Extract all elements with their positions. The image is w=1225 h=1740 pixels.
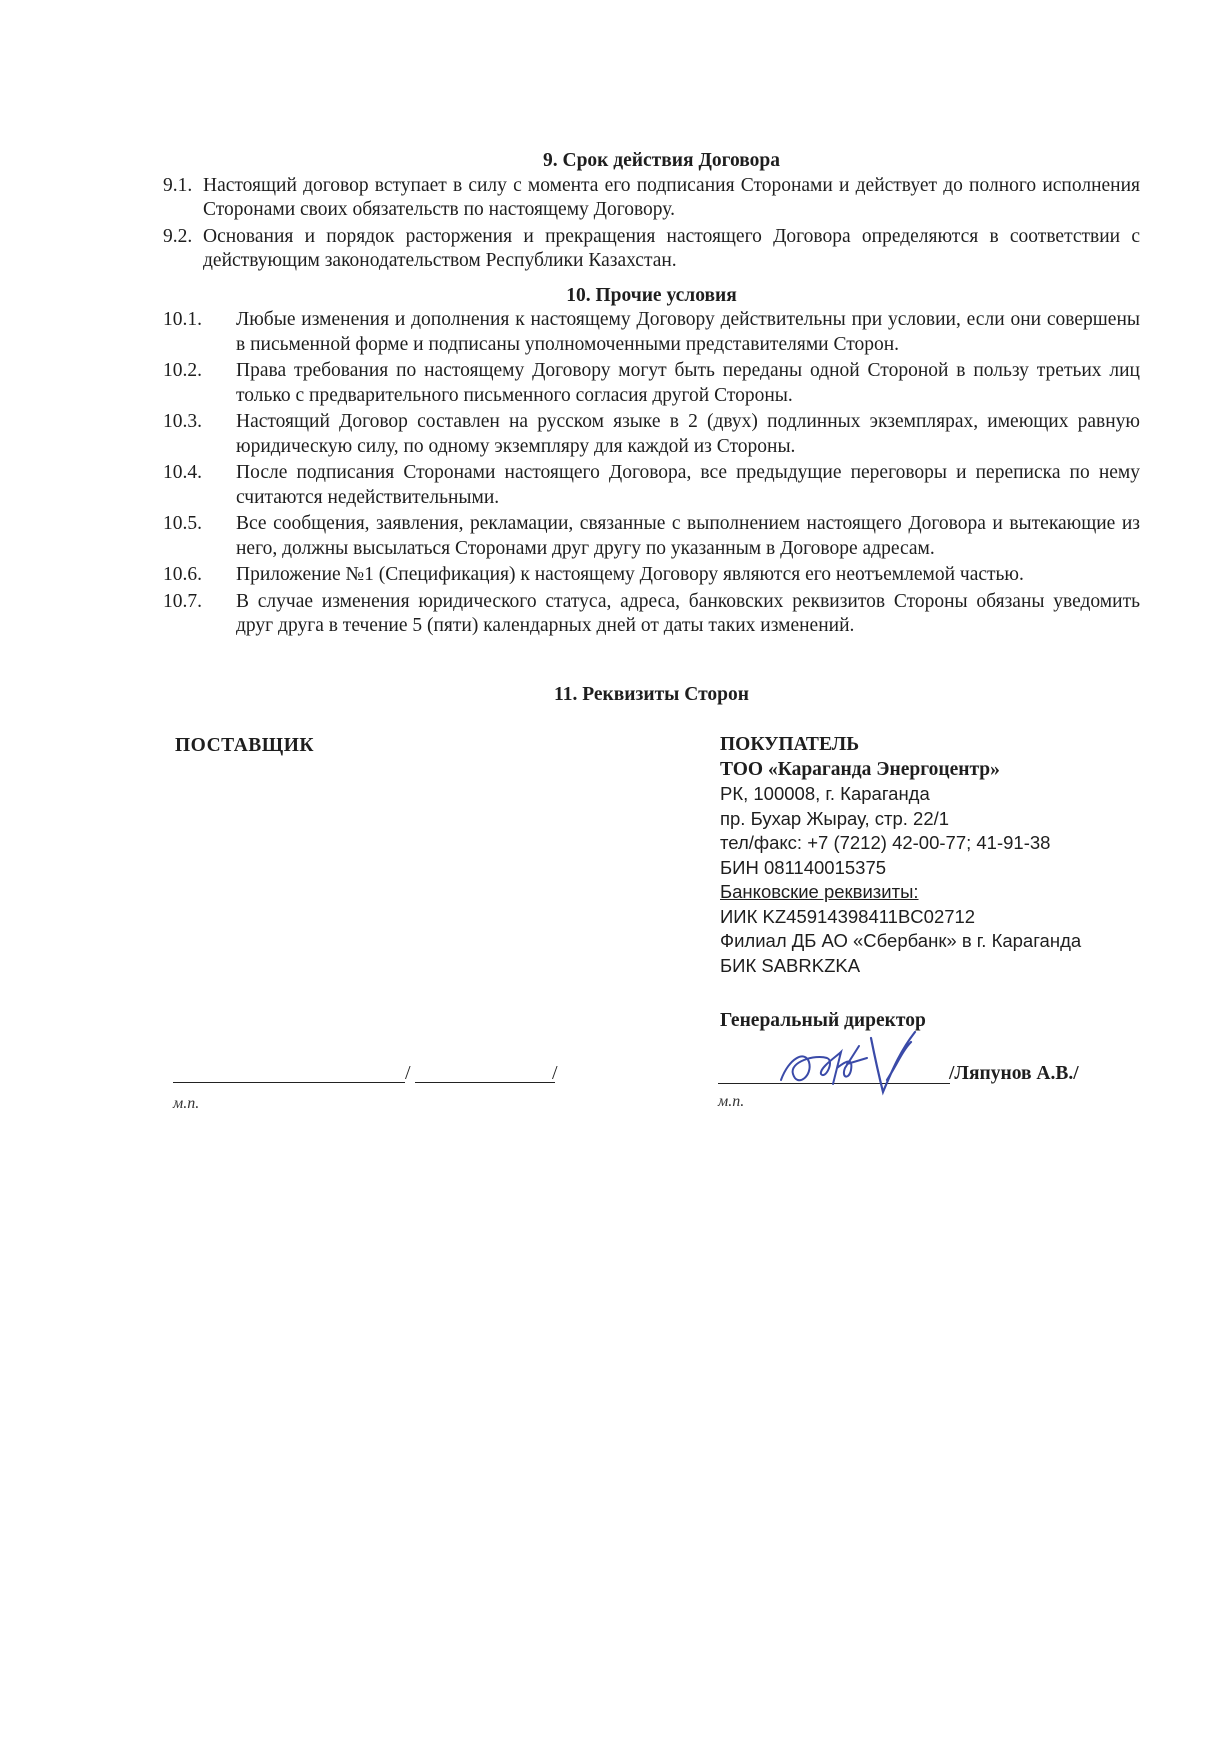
clause-number: 10.4. [163,462,202,483]
section-11-title: 11. Реквизиты Сторон [554,684,749,705]
clause-10-3 [163,410,1140,459]
buyer-bank: Филиал ДБ АО «Сбербанк» в г. Караганда [720,930,1082,951]
clause-text: Права требования по настоящему Договору могут быть переданы одной Стороной в пользу третьих лиц только с предварительного письменного согласия другой Стороны. [236,360,1140,406]
clause-number: 10.2. [163,360,202,381]
clause-10-2 [163,359,1140,408]
clause-number: 9.1. [163,174,193,196]
buyer-position: Генеральный директор [720,1010,926,1031]
clause-number: 10.5. [163,513,202,534]
clause-10-6 [163,563,1140,588]
buyer-phone: тел/факс: +7 (7212) 42-00-77; 41-91-38 [720,832,1051,853]
buyer-address-2: пр. Бухар Жырау, стр. 22/1 [720,807,950,829]
handwritten-signature-icon [775,1028,945,1098]
buyer-title: ПОКУПАТЕЛЬ [720,734,860,755]
clause-text: Настоящий Договор составлен на русском языке в 2 (двух) подлинных экземплярах, имеющих равную юридическую силу, по одному экземпляру для каждой из Стороны. [236,411,1140,457]
buyer-iik: ИИК KZ45914398411BC02712 [720,905,976,927]
buyer-bik: БИК SABRKZKA [720,954,861,976]
clause-9-1 [163,174,1140,223]
buyer-stamp-label: м.п. [718,1093,745,1110]
clause-10-7 [163,590,1140,639]
supplier-name-line [415,1082,555,1083]
supplier-stamp-label: м.п. [173,1095,200,1112]
clause-number: 9.2. [163,225,193,247]
clause-10-4 [163,461,1140,510]
buyer-company: ТОО «Караганда Энергоцентр» [720,758,1000,780]
clause-number: 10.1. [163,309,202,330]
buyer-signatory: /Ляпунов А.В./ [949,1063,1079,1084]
buyer-address-1: РК, 100008, г. Караганда [720,783,930,804]
clause-text: Все сообщения, заявления, рекламации, связанные с выполнением настоящего Договора и вытекающие из него, должны высылаться Сторонами друг другу по указанным в Договоре адресам. [236,513,1140,559]
buyer-bin: БИН 081140015375 [720,856,887,878]
section-9-title: 9. Срок действия Договора [542,150,780,171]
buyer-bank-title: Банковские реквизиты: [720,881,919,902]
clause-number: 10.7. [163,590,202,612]
clause-9-2 [163,225,1140,274]
clause-number: 10.6. [163,564,202,585]
clause-text: Любые изменения и дополнения к настоящему Договору действительны при условии, если они совершены в письменной форме и подписаны уполномоченными представителями Сторон. [236,309,1140,355]
contract-body [163,149,1140,641]
clause-text: Приложение №1 (Спецификация) к настоящему Договору являются его неотъемлемой частью. [236,564,1024,585]
supplier-signature-line [173,1082,405,1083]
clause-text: В случае изменения юридического статуса, адреса, банковских реквизитов Стороны обязаны уведомить друг друга в течение 5 (пяти) календарных дней от даты таких изменений. [236,590,1140,636]
supplier-title: ПОСТАВЩИК [175,735,315,756]
clause-10-1 [163,308,1140,357]
clause-10-5 [163,512,1140,561]
section-10-title: 10. Прочие условия [566,284,737,306]
clause-number: 10.3. [163,411,202,432]
clause-text: Основания и порядок расторжения и прекращения настоящего Договора определяются в соответствии с действующим законодательством Республики Казахстан. [203,225,1140,271]
clause-text: После подписания Сторонами настоящего Договора, все предыдущие переговоры и переписка по нему считаются недействительными. [236,462,1140,508]
supplier-slash-1: / [405,1062,411,1084]
supplier-slash-2: / [552,1062,558,1084]
buyer-details [720,733,1081,978]
clause-text: Настоящий договор вступает в силу с момента его подписания Сторонами и действует до полного исполнения Сторонами своих обязательств по настоящему Договору. [203,174,1140,220]
